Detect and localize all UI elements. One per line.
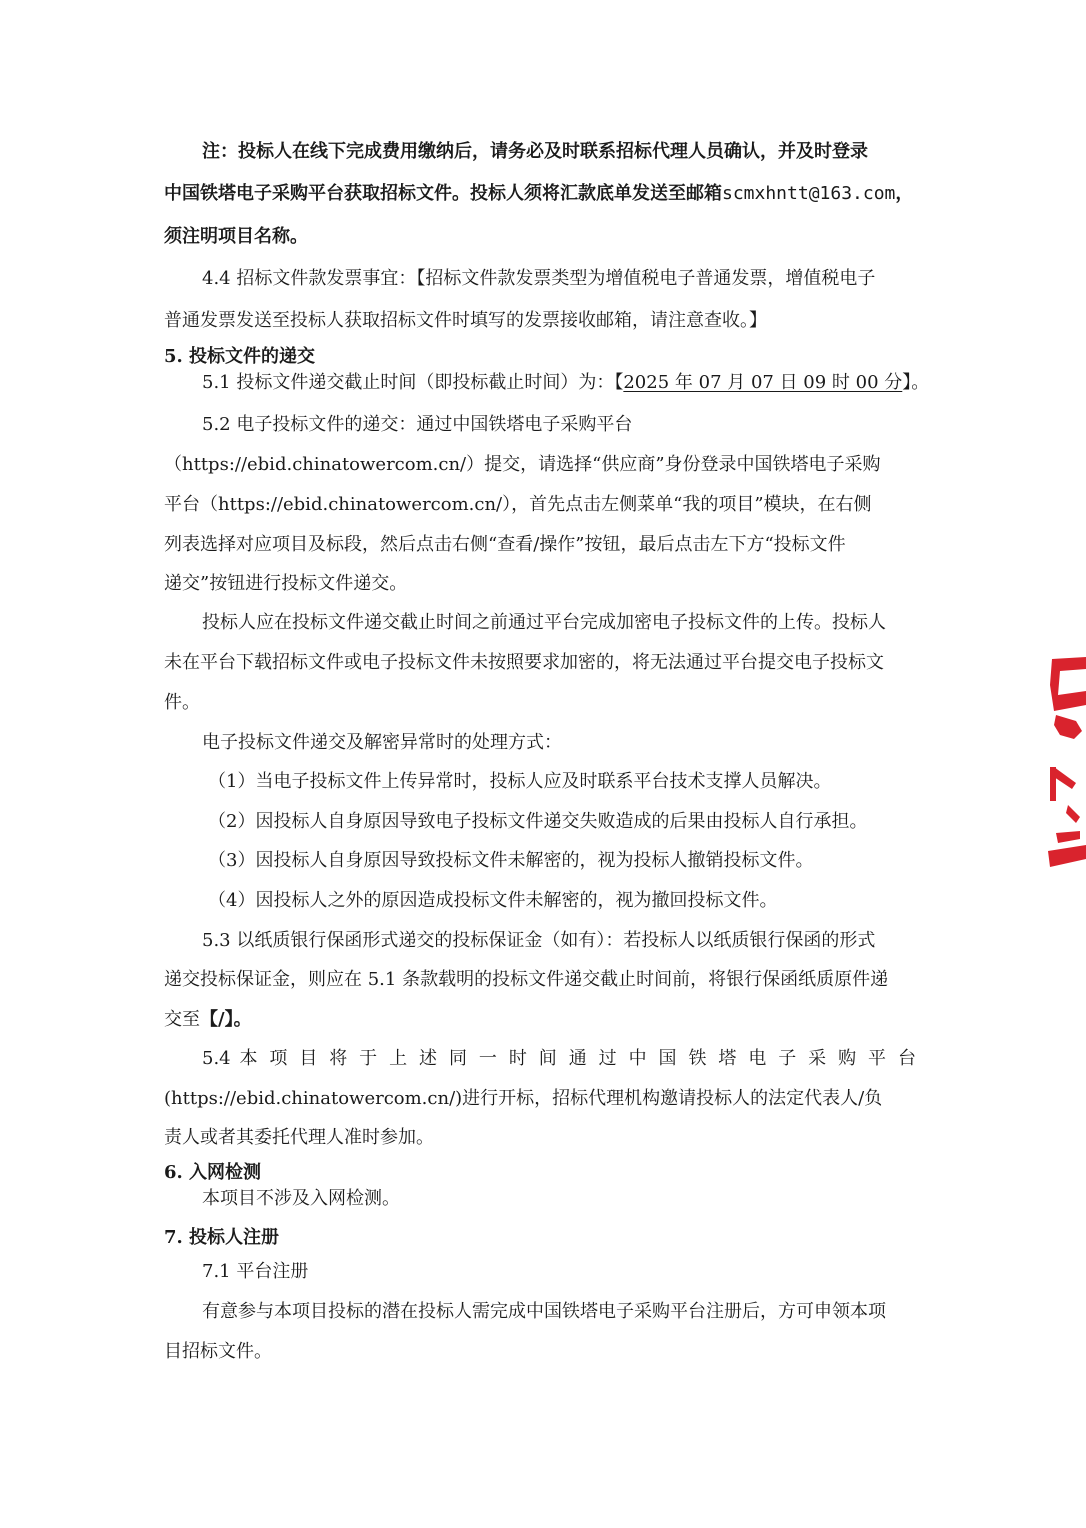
s4-4-line-2: 普通发票发送至投标人获取招标文件时填写的发票接收邮箱，请注意查收。】	[164, 310, 767, 331]
email-address: scmxhntt@163.com	[722, 183, 896, 204]
deadline-date: 2025 年 07 月 07 日 09 时 00 分	[623, 372, 903, 393]
s4-4-line-1: 4.4 招标文件款发票事宜：【招标文件款发票类型为增值税电子普通发票，增值税电子	[202, 268, 876, 289]
registration-line-2: 目招标文件。	[164, 1341, 272, 1362]
section-6-heading: 6. 入网检测	[164, 1162, 262, 1183]
s5-2-line-3: 平台（https://ebid.chinatowercom.cn/），首先点击左侧菜单“我的项目”模块，在右侧	[164, 494, 872, 515]
s5-4-line-2: (https://ebid.chinatowercom.cn/)进行开标，招标代理机构邀请投标人的法定代表人/负	[164, 1088, 883, 1109]
s5-2-line-5: 递交”按钮进行投标文件递交。	[164, 573, 408, 594]
exception-item-1: （1）当电子投标文件上传异常时，投标人应及时联系平台技术支撑人员解决。	[208, 771, 832, 792]
note-line-1: 注：投标人在线下完成费用缴纳后，请务必及时联系招标代理人员确认，并及时登录	[202, 141, 868, 162]
exception-item-3: （3）因投标人自身原因导致投标文件未解密的，视为投标人撤销投标文件。	[208, 850, 814, 871]
note-line-3: 须注明项目名称。	[164, 226, 308, 247]
s5-3-bracket: 【/】。	[200, 1009, 252, 1030]
s5-1-line	[202, 371, 930, 395]
note-line-2-end: ，	[895, 183, 914, 204]
s5-4-line-3: 责人或者其委托代理人准时参加。	[164, 1127, 434, 1148]
upload-paragraph-line-1: 投标人应在投标文件递交截止时间之前通过平台完成加密电子投标文件的上传。投标人	[202, 612, 886, 633]
s5-1-text: 5.1 投标文件递交截止时间（即投标截止时间）为：【	[202, 372, 624, 393]
section-5-heading: 5. 投标文件的递交	[164, 346, 316, 367]
note-line-2	[164, 182, 916, 206]
s5-2-line-2: （https://ebid.chinatowercom.cn/）提交，请选择“供应商”身份登录中国铁塔电子采购	[164, 454, 881, 475]
section-6-body: 本项目不涉及入网检测。	[202, 1188, 400, 1209]
section-7-heading: 7. 投标人注册	[164, 1227, 280, 1248]
registration-line-1: 有意参与本项目投标的潜在投标人需完成中国铁塔电子采购平台注册后，方可申领本项	[202, 1301, 886, 1322]
exception-item-2: （2）因投标人自身原因导致电子投标文件递交失败造成的后果由投标人自行承担。	[208, 811, 868, 832]
seal-stamp-icon	[1046, 655, 1086, 875]
s5-2-line-1: 5.2 电子投标文件的递交：通过中国铁塔电子采购平台	[202, 414, 633, 435]
s5-3-line-3	[164, 1008, 916, 1032]
section-7-1-heading: 7.1 平台注册	[202, 1261, 309, 1282]
s5-3-text: 交至	[164, 1009, 200, 1030]
note-line-2-text: 中国铁塔电子采购平台获取招标文件。投标人须将汇款底单发送至邮箱	[164, 183, 722, 204]
upload-paragraph-line-3: 件。	[164, 692, 200, 713]
exception-intro: 电子投标文件递交及解密异常时的处理方式：	[202, 732, 562, 753]
s5-3-line-2: 递交投标保证金，则应在 5.1 条款载明的投标文件递交截止时间前，将银行保函纸质原件递	[164, 969, 889, 990]
s5-2-line-4: 列表选择对应项目及标段，然后点击右侧“查看/操作”按钮，最后点击左下方“投标文件	[164, 534, 846, 555]
s5-3-line-1: 5.3 以纸质银行保函形式递交的投标保证金（如有）：若投标人以纸质银行保函的形式	[202, 930, 876, 951]
s5-4-line-1: 5.4 本 项 目 将 于 上 述 同 一 时 间 通 过 中 国 铁 塔 电 子 采 购 平 台	[202, 1048, 916, 1069]
exception-item-4: （4）因投标人之外的原因造成投标文件未解密的，视为撤回投标文件。	[208, 890, 778, 911]
upload-paragraph-line-2: 未在平台下载招标文件或电子投标文件未按照要求加密的，将无法通过平台提交电子投标文	[164, 652, 884, 673]
s5-1-end: 】。	[902, 372, 930, 393]
